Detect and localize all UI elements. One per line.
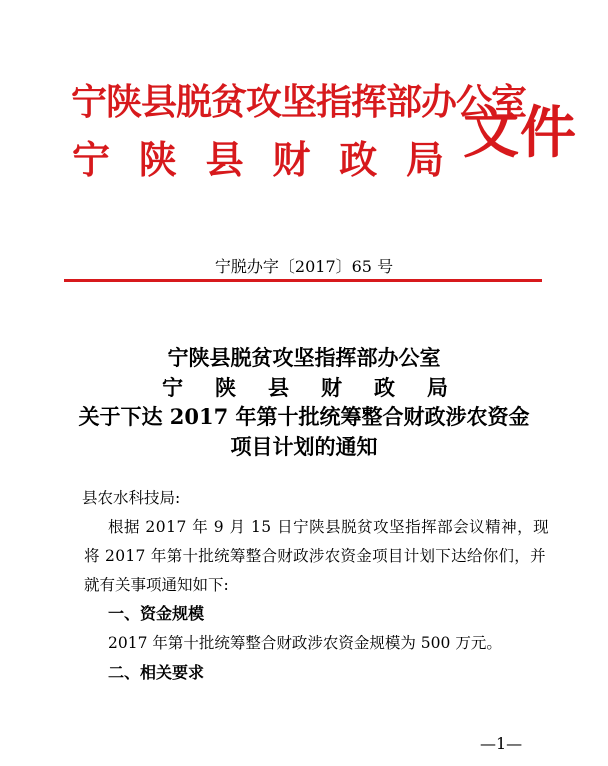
- issuer-2-char: 宁: [72, 137, 111, 182]
- issuer-2-char: 陕: [138, 137, 177, 182]
- paragraph-line: 根据 2017 年 9 月 15 日宁陕县脱贫攻坚指挥部会议精神，现: [108, 518, 550, 536]
- issuer-line-1: 宁陕县脱贫攻坚指挥部办公室: [71, 81, 527, 123]
- issuer-2-char: 局: [405, 137, 444, 182]
- document-number: 宁脱办字〔2017〕65 号: [214, 257, 394, 276]
- title-2-char: 财: [321, 375, 342, 400]
- section-heading-requirements: 二、相关要求: [108, 663, 205, 682]
- title-line-3: 关于下达 2017 年第十批统筹整合财政涉农资金: [78, 404, 530, 429]
- title-line-2: [162, 375, 448, 401]
- title-2-char: 县: [268, 375, 289, 400]
- title-2-char: 局: [427, 375, 448, 400]
- issuer-2-char: 财: [272, 137, 311, 182]
- issuer-2-char: 政: [339, 137, 378, 182]
- section-content-funding-scale: 2017 年第十批统筹整合财政涉农资金规模为 500 万元。: [108, 634, 502, 652]
- title-2-char: 宁: [162, 375, 183, 400]
- title-line-4: 项目计划的通知: [230, 434, 378, 459]
- issuer-line-2: [72, 136, 444, 184]
- paragraph-line: 就有关事项通知如下:: [84, 576, 229, 594]
- paragraph-line: 将 2017 年第十批统筹整合财政涉农资金项目计划下达给你们，并: [84, 547, 546, 565]
- document-type-label: 文件: [463, 100, 577, 166]
- red-divider-line: [64, 279, 542, 282]
- section-heading-funding-scale: 一、资金规模: [108, 604, 205, 623]
- title-2-char: 政: [374, 375, 395, 400]
- title-2-char: 陕: [215, 375, 236, 400]
- issuer-2-char: 县: [205, 137, 244, 182]
- recipient: 县农水科技局:: [82, 489, 181, 507]
- page-number: —1—: [480, 734, 523, 753]
- title-line-1: 宁陕县脱贫攻坚指挥部办公室: [167, 345, 441, 370]
